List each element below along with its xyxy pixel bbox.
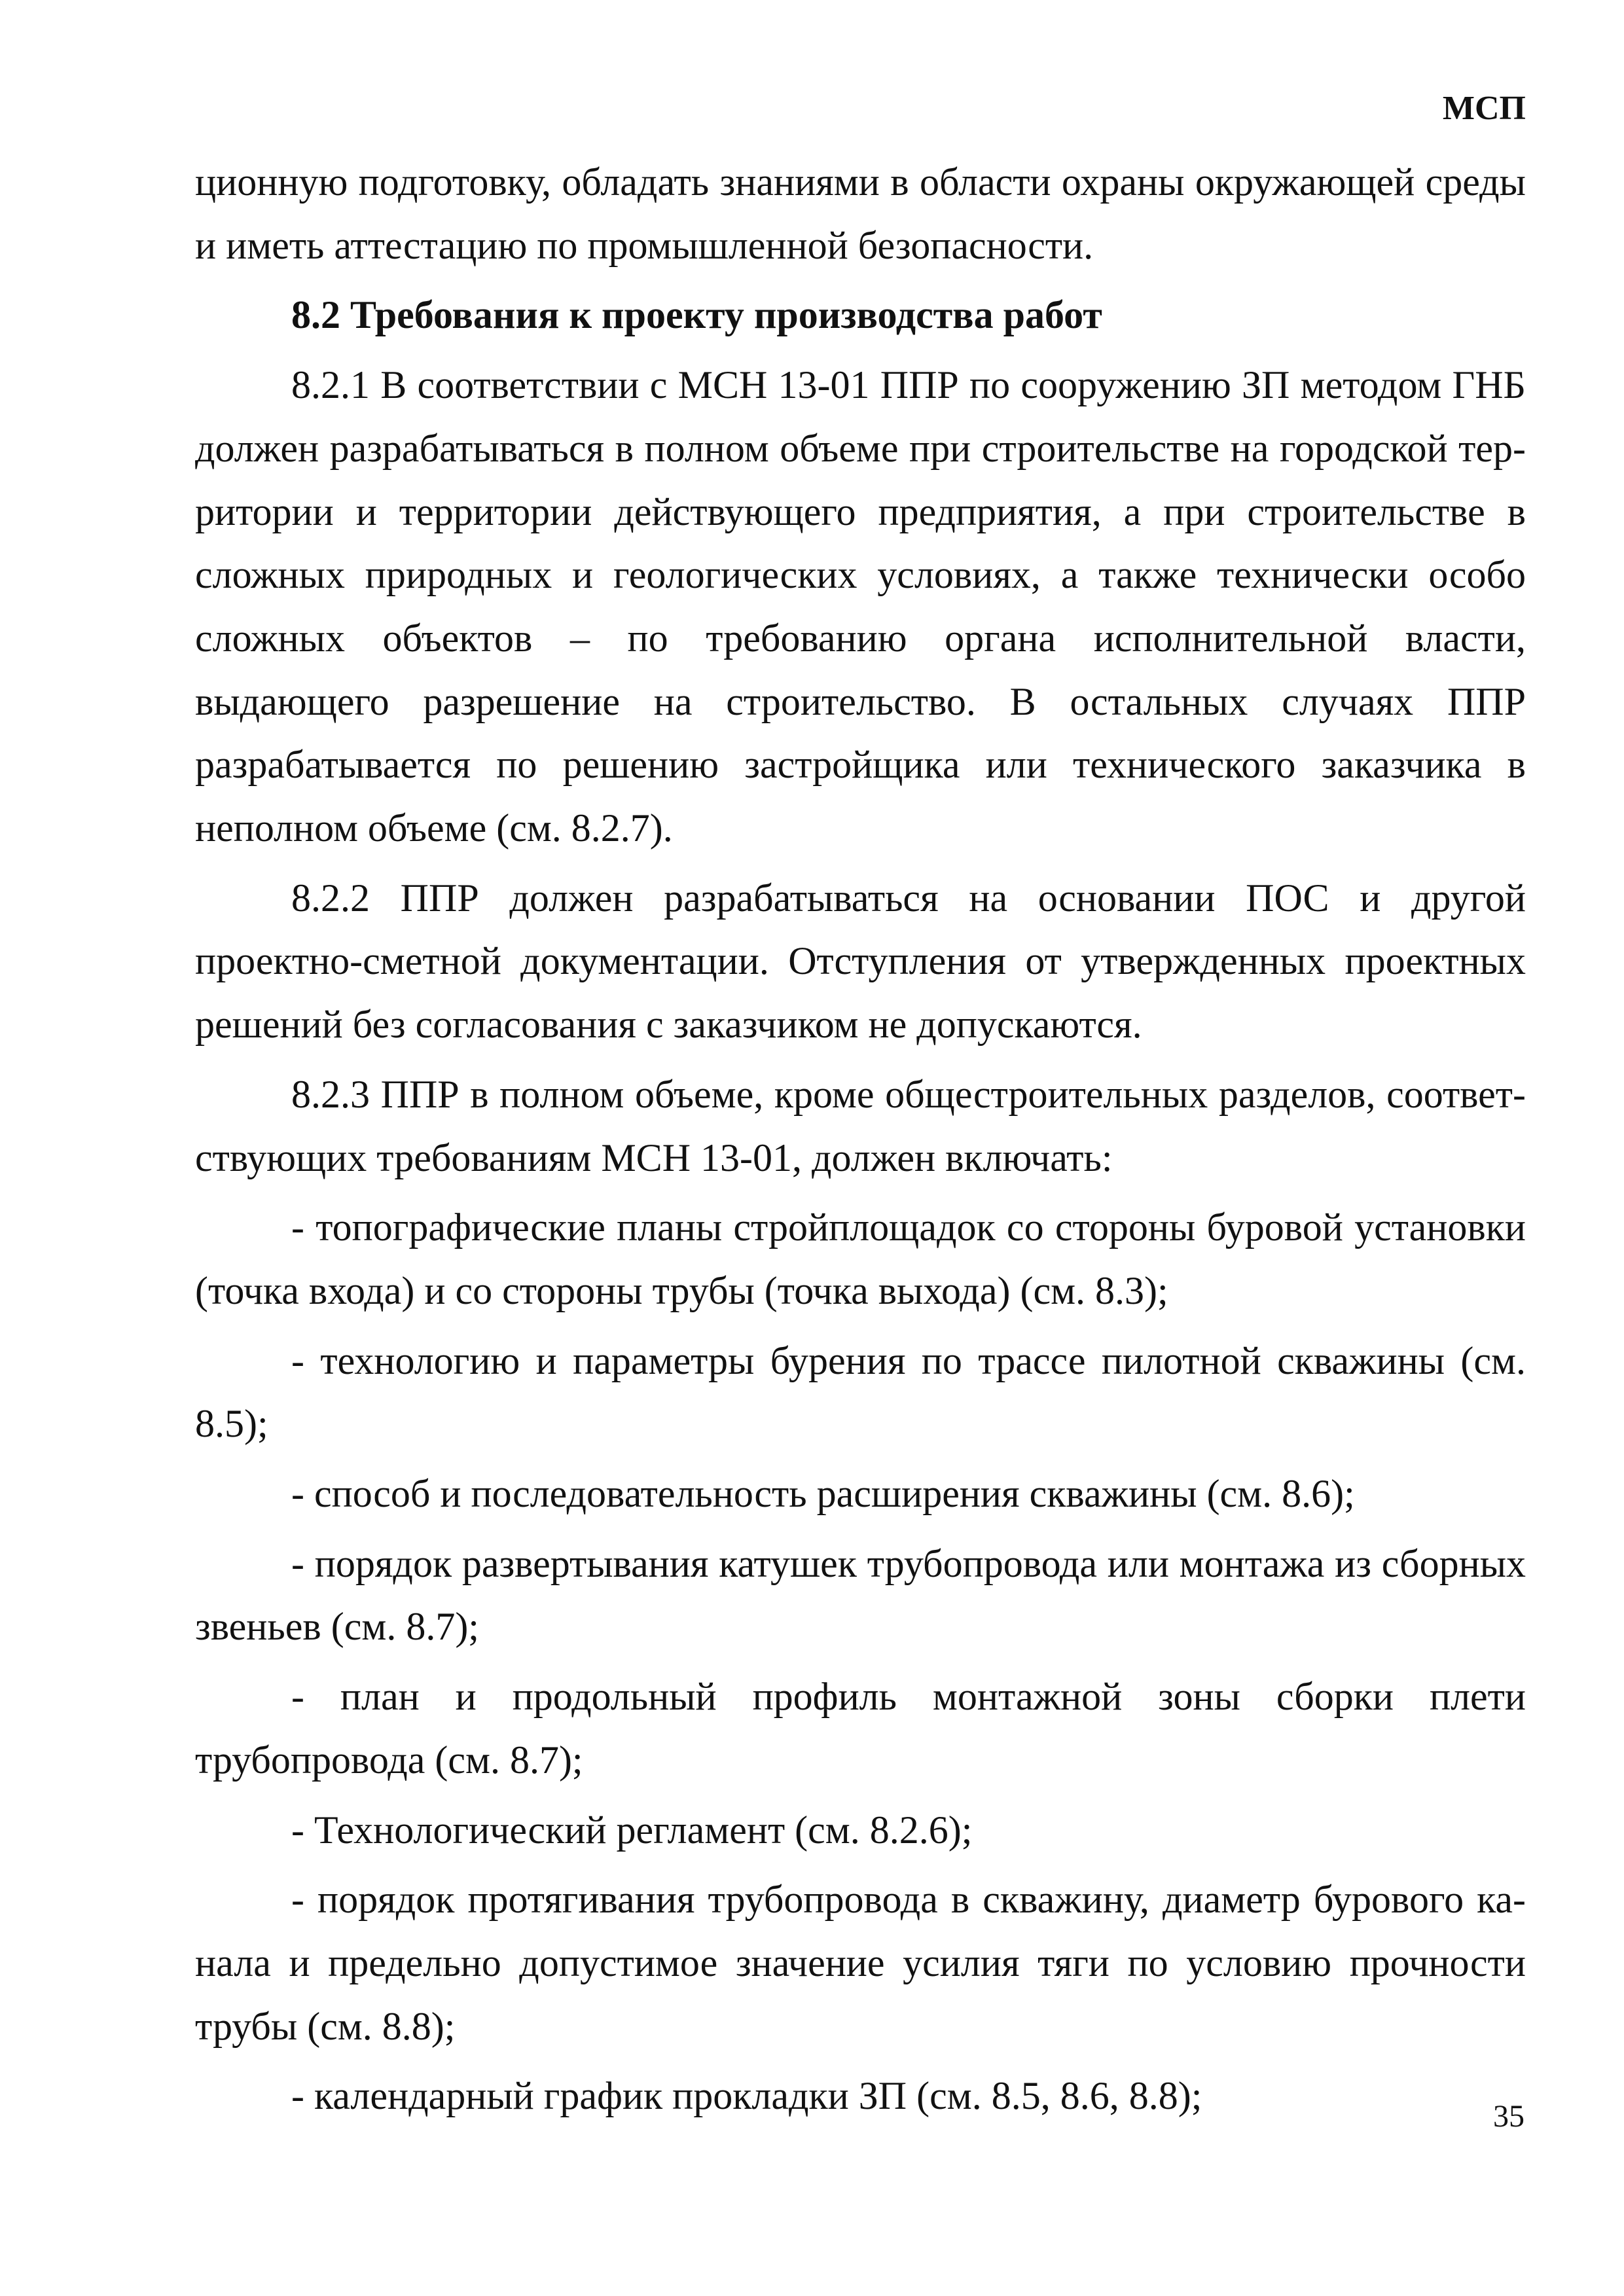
document-code-header: МСП — [1442, 90, 1526, 127]
list-item: - топографические планы стройплощадок со стороны буровой установки (точка входа) и со стороны трубы (точка выхода) (см. 8.3); — [195, 1206, 1526, 1312]
list-item: - календарный график прокладки ЗП (см. 8.5, 8.6, 8.8); — [291, 2074, 1202, 2118]
list-item: - способ и последовательность расширения скважины (см. 8.6); — [291, 1472, 1355, 1516]
paragraph-8-2-3: 8.2.3 ППР в полном объеме, кроме общестроительных разделов, соответствующих требованиям МСН 13-01, должен включать: — [195, 1072, 1526, 1179]
section-heading: 8.2 Требования к проекту производства работ — [291, 293, 1102, 337]
paragraph-8-2-2: 8.2.2 ППР должен разрабатываться на основании ПОС и другой проектно-сметной документации. Отступления от утвержденных проектных решений без согласования с заказчиком не допускаются. — [195, 876, 1526, 1047]
list-item: - порядок развертывания катушек трубопровода или монтажа из сборных звеньев (см. 8.7); — [195, 1541, 1526, 1649]
continuation-paragraph: ционную подготовку, обладать знаниями в области охраны окружающей среды и иметь аттестацию по промышленной безопасности. — [195, 160, 1526, 267]
paragraph-8-2-1: 8.2.1 В соответствии с МСН 13-01 ППР по сооружению ЗП методом ГНБ должен разрабатываться в полном объеме при строительстве на городской территории и территории действующего предприятия, а при строительстве в сложных природных и геологических условиях, а также технически особо сложных объектов – по требованию органа исполнительной власти, выдающего разрешение на строительство. В остальных случаях ППР разрабатывается по решению застройщика или технического заказчика в неполном объеме (см. 8.2.7). — [195, 363, 1526, 850]
list-item: - план и продольный профиль монтажной зоны сборки плети трубопровода (см. 8.7); — [195, 1675, 1526, 1782]
list-item: - порядок протягивания трубопровода в скважину, диаметр бурового канала и предельно допустимое значение усилия тяги по условию прочности трубы (см. 8.8); — [195, 1878, 1526, 2048]
page-number: 35 — [1493, 2099, 1525, 2134]
list-item: - технологию и параметры бурения по трассе пилотной скважины (см. 8.5); — [195, 1338, 1526, 1446]
list-item: - Технологический регламент (см. 8.2.6); — [291, 1808, 973, 1852]
document-body — [195, 151, 1526, 2128]
